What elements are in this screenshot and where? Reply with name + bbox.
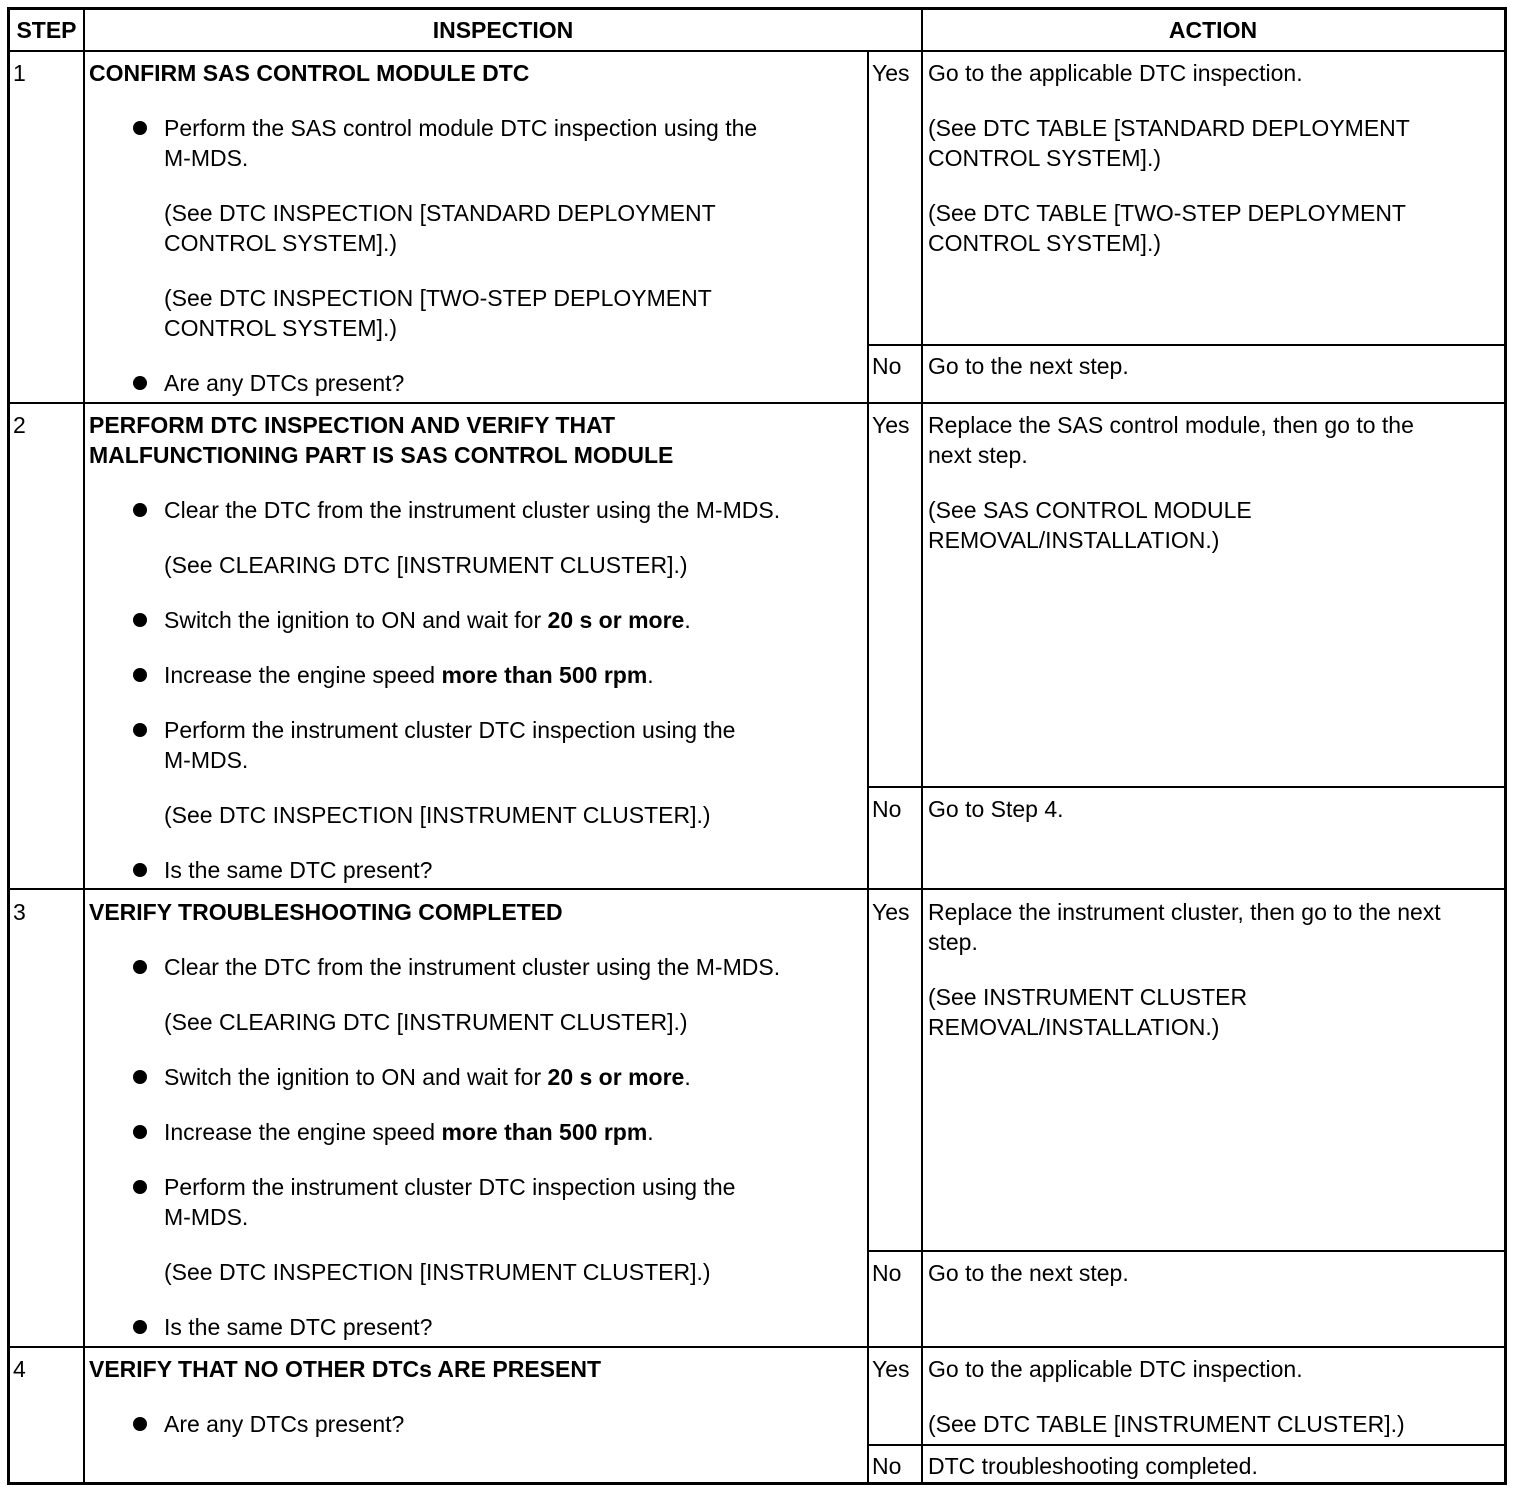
- inspection-line: Perform the SAS control module DTC inspection using the: [164, 115, 758, 141]
- yes-no-divider-4: [867, 1444, 1504, 1446]
- line-emphasis: more than 500 rpm: [441, 1119, 648, 1145]
- action-reference: REMOVAL/INSTALLATION.): [928, 527, 1220, 553]
- header-inspection: INSPECTION: [432, 17, 574, 43]
- bullet-icon: [133, 613, 147, 627]
- inspection-reference: (See CLEARING DTC [INSTRUMENT CLUSTER].): [164, 552, 688, 578]
- action-reference: (See DTC TABLE [TWO-STEP DEPLOYMENT: [928, 200, 1406, 226]
- step-title: PERFORM DTC INSPECTION AND VERIFY THAT: [89, 412, 616, 438]
- line-text: .: [647, 1119, 654, 1145]
- column-divider-answer: [867, 50, 869, 1482]
- line-text: .: [684, 607, 691, 633]
- inspection-line: Perform the instrument cluster DTC inspection using the: [164, 1174, 736, 1200]
- header-divider: [10, 50, 1504, 52]
- header-action: ACTION: [1168, 17, 1258, 43]
- inspection-reference: (See CLEARING DTC [INSTRUMENT CLUSTER].): [164, 1009, 688, 1035]
- action-line: Go to the next step.: [928, 1260, 1129, 1286]
- no-label: No: [872, 796, 902, 822]
- line-emphasis: 20 s or more: [547, 1064, 685, 1090]
- yes-no-divider-3: [867, 1250, 1504, 1252]
- line-text: .: [684, 1064, 691, 1090]
- step-divider-1: [10, 402, 1504, 404]
- step-title: VERIFY THAT NO OTHER DTCs ARE PRESENT: [89, 1356, 602, 1382]
- no-label: No: [872, 1453, 902, 1479]
- action-reference: REMOVAL/INSTALLATION.): [928, 1014, 1220, 1040]
- bullet-icon: [133, 960, 147, 974]
- yes-label: Yes: [872, 1356, 910, 1382]
- action-line: Go to the applicable DTC inspection.: [928, 1356, 1303, 1382]
- action-line: Go to Step 4.: [928, 796, 1064, 822]
- inspection-line: [164, 1117, 654, 1147]
- step-number: 3: [13, 899, 26, 925]
- line-emphasis: more than 500 rpm: [441, 662, 648, 688]
- step-title: VERIFY TROUBLESHOOTING COMPLETED: [89, 899, 563, 925]
- inspection-line: Clear the DTC from the instrument cluster using the M-MDS.: [164, 954, 781, 980]
- bullet-icon: [133, 723, 147, 737]
- bullet-icon: [133, 1125, 147, 1139]
- no-label: No: [872, 353, 902, 379]
- action-line: Go to the applicable DTC inspection.: [928, 60, 1303, 86]
- yes-no-divider-1: [867, 344, 1504, 346]
- no-label: No: [872, 1260, 902, 1286]
- action-line: Replace the SAS control module, then go to the: [928, 412, 1414, 438]
- step-number: 4: [13, 1356, 26, 1382]
- action-reference: (See INSTRUMENT CLUSTER: [928, 984, 1248, 1010]
- action-reference: (See SAS CONTROL MODULE: [928, 497, 1252, 523]
- action-reference: (See DTC TABLE [STANDARD DEPLOYMENT: [928, 115, 1410, 141]
- line-emphasis: 20 s or more: [547, 607, 685, 633]
- column-divider-action: [921, 10, 923, 1482]
- yes-label: Yes: [872, 60, 910, 86]
- yes-no-divider-2: [867, 786, 1504, 788]
- inspection-question: Are any DTCs present?: [164, 1411, 405, 1437]
- action-line: Replace the instrument cluster, then go to the next: [928, 899, 1441, 925]
- bullet-icon: [133, 376, 147, 390]
- action-line: DTC troubleshooting completed.: [928, 1453, 1258, 1479]
- bullet-icon: [133, 503, 147, 517]
- inspection-line: M-MDS.: [164, 1204, 249, 1230]
- action-reference: CONTROL SYSTEM].): [928, 145, 1161, 171]
- bullet-icon: [133, 121, 147, 135]
- line-text: Increase the engine speed: [164, 1119, 442, 1145]
- action-line: step.: [928, 929, 978, 955]
- bullet-icon: [133, 668, 147, 682]
- action-line: Go to the next step.: [928, 353, 1129, 379]
- step-divider-3: [10, 1346, 1504, 1348]
- inspection-line: [164, 605, 691, 635]
- inspection-reference: CONTROL SYSTEM].): [164, 230, 397, 256]
- column-divider-step: [83, 10, 85, 1482]
- inspection-reference: (See DTC INSPECTION [INSTRUMENT CLUSTER].): [164, 1259, 711, 1285]
- bullet-icon: [133, 863, 147, 877]
- header-step: STEP: [16, 17, 77, 43]
- inspection-question: Is the same DTC present?: [164, 857, 433, 883]
- step-title: MALFUNCTIONING PART IS SAS CONTROL MODULE: [89, 442, 674, 468]
- line-text: Increase the engine speed: [164, 662, 442, 688]
- line-text: Switch the ignition to ON and wait for: [164, 1064, 548, 1090]
- bullet-icon: [133, 1070, 147, 1084]
- inspection-line: Clear the DTC from the instrument cluster using the M-MDS.: [164, 497, 781, 523]
- bullet-icon: [133, 1417, 147, 1431]
- inspection-reference: (See DTC INSPECTION [TWO-STEP DEPLOYMENT: [164, 285, 712, 311]
- line-text: .: [647, 662, 654, 688]
- step-title: CONFIRM SAS CONTROL MODULE DTC: [89, 60, 530, 86]
- step-divider-2: [10, 888, 1504, 890]
- inspection-line: M-MDS.: [164, 145, 249, 171]
- bullet-icon: [133, 1180, 147, 1194]
- inspection-reference: CONTROL SYSTEM].): [164, 315, 397, 341]
- action-reference: (See DTC TABLE [INSTRUMENT CLUSTER].): [928, 1411, 1405, 1437]
- inspection-line: [164, 660, 654, 690]
- yes-label: Yes: [872, 412, 910, 438]
- action-line: next step.: [928, 442, 1028, 468]
- inspection-question: Are any DTCs present?: [164, 370, 405, 396]
- step-number: 2: [13, 412, 26, 438]
- inspection-reference: (See DTC INSPECTION [INSTRUMENT CLUSTER].): [164, 802, 711, 828]
- inspection-line: Perform the instrument cluster DTC inspection using the: [164, 717, 736, 743]
- inspection-reference: (See DTC INSPECTION [STANDARD DEPLOYMENT: [164, 200, 716, 226]
- step-number: 1: [13, 60, 26, 86]
- yes-label: Yes: [872, 899, 910, 925]
- troubleshooting-table: [7, 7, 1507, 1485]
- inspection-question: Is the same DTC present?: [164, 1314, 433, 1340]
- inspection-line: [164, 1062, 691, 1092]
- action-reference: CONTROL SYSTEM].): [928, 230, 1161, 256]
- line-text: Switch the ignition to ON and wait for: [164, 607, 548, 633]
- bullet-icon: [133, 1320, 147, 1334]
- inspection-line: M-MDS.: [164, 747, 249, 773]
